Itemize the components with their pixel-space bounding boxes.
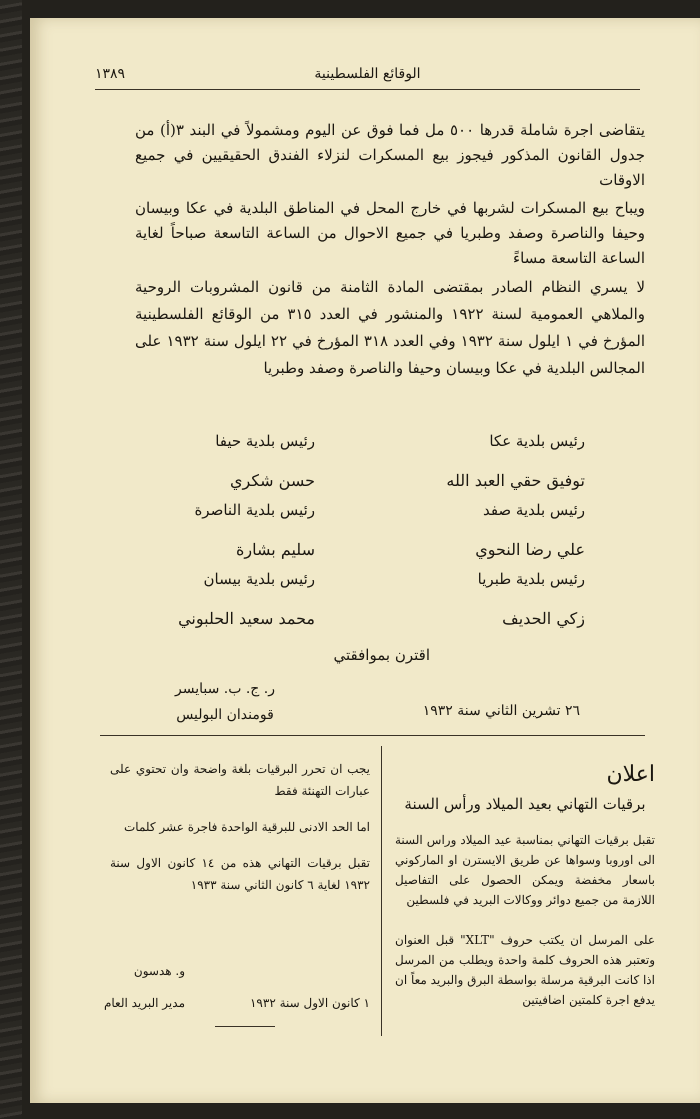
section-divider bbox=[100, 735, 645, 736]
book-binding bbox=[0, 0, 22, 1119]
page-number: ١٣٨٩ bbox=[95, 66, 126, 82]
paragraph-regulation-scope: لا يسري النظام الصادر بمقتضى المادة الثامنة من قانون المشروبات الروحية والملاهي العمومية لسنة ١٩٢٢ والمنشور في العدد ٣١٥ من الوقائع الفلسطينية المؤرخ في ١ ايلول سنة ١٩٣٢ وفي العدد ٣١٨ المؤرخ في ٢٢ ايلول سنة ١٩٣٢ على المجالس البلدية في عكا وبيسان وحيفا والناصرة وصفد وطبريا bbox=[135, 278, 646, 377]
telegram-notice bbox=[395, 758, 655, 1010]
postmaster-title: مدير البريد العام bbox=[103, 996, 185, 1010]
police-signature bbox=[150, 676, 300, 728]
signature-name: حسن شكري bbox=[229, 471, 315, 490]
notice-body-xlt: على المرسل ان يكتب حروف "XLT" قبل العنوان وتعتبر هذه الحروف كلمة واحدة ويطلب من المرسل اذا كانت البرقية مرسلة بواسطة البرق والبريد معاً ان يدفع اجرة كلمتين اضافيتين bbox=[395, 933, 656, 1007]
notice-date: ١ كانون الاول سنة ١٩٣٢ bbox=[249, 996, 370, 1010]
police-name: ر. ج. ب. سبايسر bbox=[174, 681, 275, 697]
condition-plain-language: يجب ان تحرر البرقيات بلغة واضحة وان تحتوي على عبارات التهنئة فقط bbox=[110, 762, 370, 798]
notice-conditions bbox=[110, 758, 370, 910]
gazette-page bbox=[30, 18, 700, 1103]
condition-minimum: اما الحد الادنى للبرقية الواحدة فاجرة عشر كلمات bbox=[124, 820, 370, 834]
signature-name: علي رضا النحوي bbox=[475, 540, 585, 559]
page-header bbox=[95, 66, 640, 90]
police-title: قومندان البوليس bbox=[176, 707, 274, 723]
notice-subtitle: برقيات التهاني بعيد الميلاد ورأس السنة bbox=[404, 795, 646, 813]
paragraph-off-license-hours: ويباح بيع المسكرات لشربها في خارج المحل في المناطق البلدية في عكا وبيسان وحيفا والناصرة وصفد وطبريا في جميع الاحوال من الساعة التاسعة صباحاً لغاية الساعة التاسعة مساءً bbox=[135, 199, 645, 267]
signature-safed bbox=[405, 495, 585, 565]
paragraph-hotel-exception: يتقاضى اجرة شاملة قدرها ٥٠٠ مل فما فوق عن اليوم ومشمولاً في البند ٣(أ) من جدول القانون المذكور فيجوز بيع المسكرات لنزلاء الفندق الحقيقيين في جميع الاوقات bbox=[135, 121, 646, 189]
end-rule bbox=[215, 1026, 275, 1027]
signature-title: رئيس بلدية عكا bbox=[489, 432, 585, 450]
signature-name: زكي الحديف bbox=[502, 609, 585, 628]
signature-beisan bbox=[135, 564, 315, 634]
notice-body: تقبل برقيات التهاني بمناسبة عيد الميلاد وراس السنة الى اوروبا وسواها عن طريق الايسترن او الماركوني باسعار مخفضة ويمكن الحصول على التفاصيل اللازمة من جميع دوائر ووكالات البريد في فلسطين bbox=[395, 833, 655, 907]
signature-nazareth bbox=[135, 495, 315, 565]
postmaster-name: و. هدسون bbox=[133, 964, 185, 978]
signature-acre bbox=[405, 426, 585, 496]
signature-name: محمد سعيد الحلبوني bbox=[178, 609, 315, 628]
signature-name: توفيق حقي العبد الله bbox=[446, 471, 585, 490]
signature-name: سليم بشارة bbox=[236, 540, 315, 559]
column-divider bbox=[381, 746, 382, 1036]
signature-haifa bbox=[135, 426, 315, 496]
signature-title: رئيس بلدية حيفا bbox=[215, 432, 315, 450]
notice-title: اعلان bbox=[606, 762, 655, 787]
signature-title: رئيس بلدية بيسان bbox=[203, 570, 315, 588]
signature-tiberias bbox=[405, 564, 585, 634]
condition-period: تقبل برقيات التهاني هذه من ١٤ كانون الاول سنة ١٩٣٢ لغاية ٦ كانون الثاني سنة ١٩٣٣ bbox=[110, 856, 370, 892]
issue-date: ٢٦ تشرين الثاني سنة ١٩٣٢ bbox=[422, 703, 580, 719]
signature-title: رئيس بلدية الناصرة bbox=[194, 501, 315, 519]
approval-line: اقترن بموافقتي bbox=[333, 646, 430, 664]
signature-title: رئيس بلدية طبريا bbox=[477, 570, 585, 588]
gazette-title: الوقائع الفلسطينية bbox=[314, 66, 421, 82]
signature-title: رئيس بلدية صفد bbox=[482, 501, 585, 519]
